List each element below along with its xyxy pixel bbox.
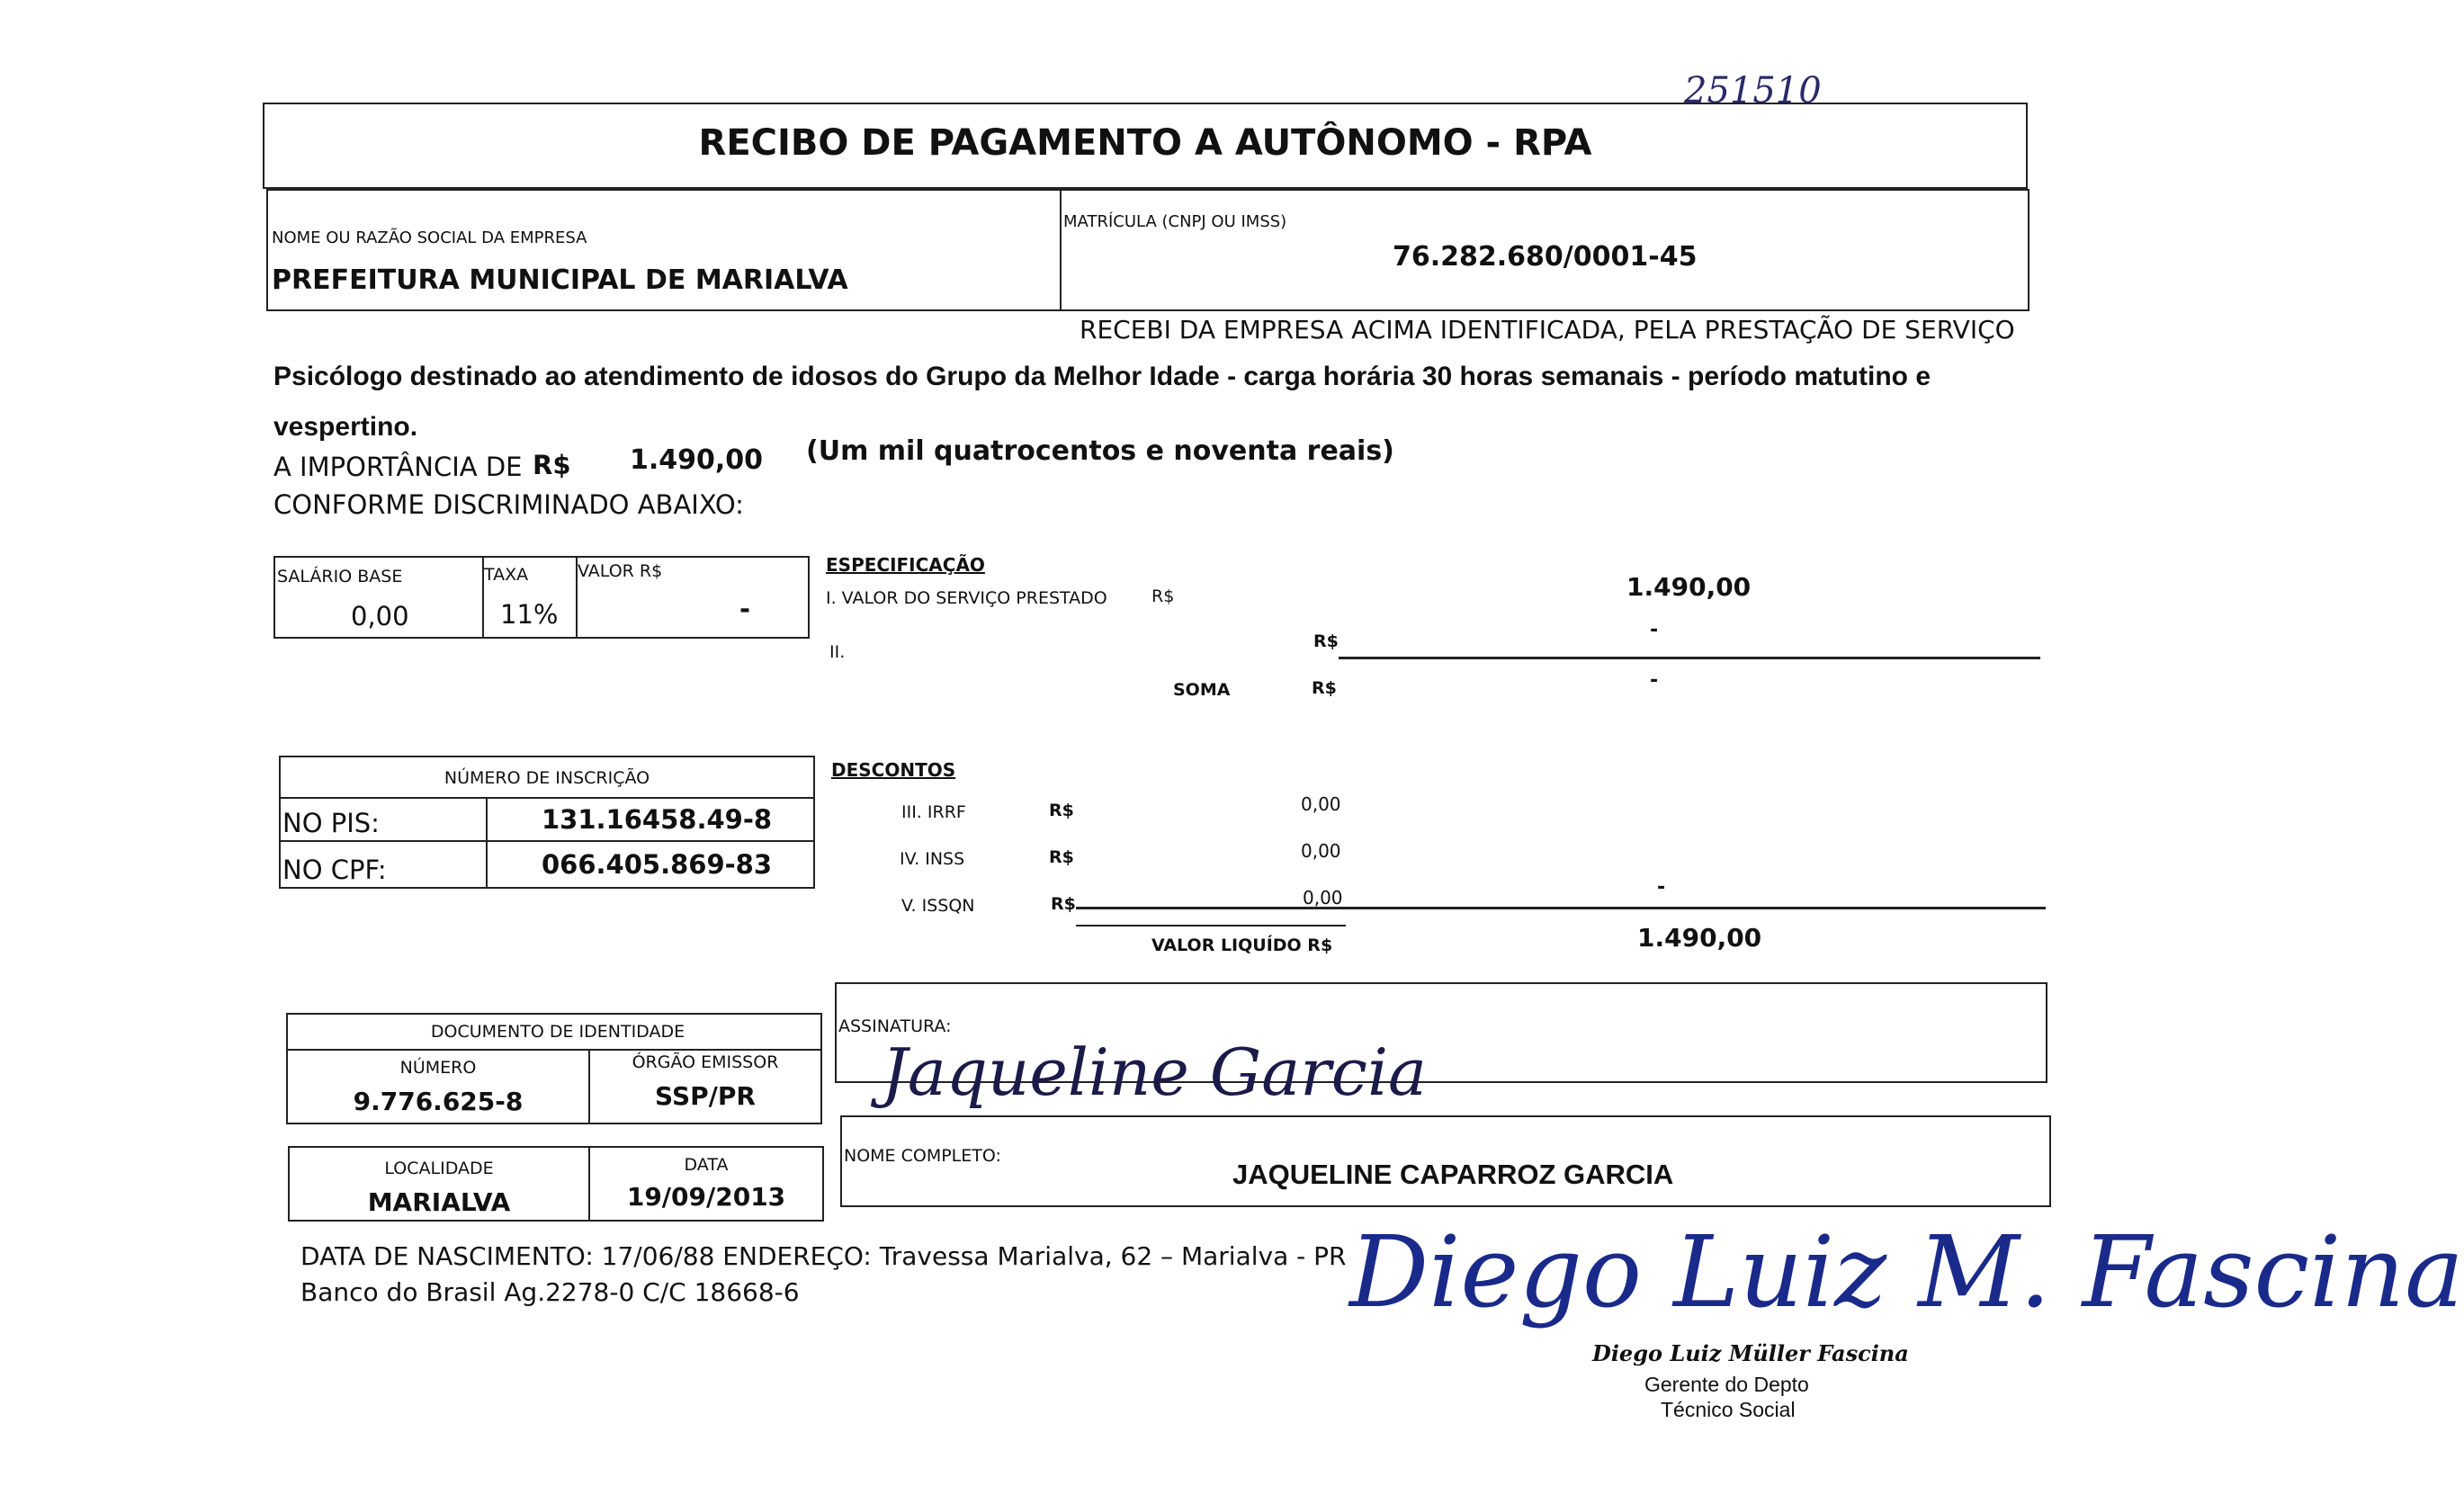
issqn-label: V. ISSQN <box>901 896 975 916</box>
signature-label: ASSINATURA: <box>838 1016 952 1036</box>
salary-table <box>273 556 810 639</box>
spec-item1-label: I. VALOR DO SERVIÇO PRESTADO <box>826 588 1107 608</box>
net-divider <box>1076 925 1346 927</box>
fullname-box <box>840 1115 2051 1207</box>
irrf-currency: R$ <box>1049 801 1074 820</box>
inss-currency: R$ <box>1049 847 1074 867</box>
issuer-value: SSP/PR <box>655 1081 756 1111</box>
rate-header: TAXA <box>484 565 529 585</box>
pis-label: NO PIS: <box>282 808 380 838</box>
id-number-value: 9.776.625-8 <box>353 1087 524 1116</box>
spec-divider <box>1339 657 2040 659</box>
identity-table <box>286 1013 822 1124</box>
issuer-label: ÓRGÃO EMISSOR <box>632 1052 779 1072</box>
value-header: VALOR R$ <box>578 561 663 581</box>
date-value: 19/09/2013 <box>626 1182 786 1212</box>
conforme-text: CONFORME DISCRIMINADO ABAIXO: <box>273 489 744 520</box>
discount-divider <box>1076 907 2046 909</box>
receipt-intro: RECEBI DA EMPRESA ACIMA IDENTIFICADA, PELA PRESTAÇÃO DE SERVIÇO <box>1080 315 2015 345</box>
pis-value: 131.16458.49-8 <box>542 804 773 835</box>
inscription-title: NÚMERO DE INSCRIÇÃO <box>444 768 650 788</box>
locality-label: LOCALIDADE <box>384 1159 494 1178</box>
title-box <box>263 103 2028 189</box>
spec-item2-value: - <box>1650 619 1659 641</box>
stamp-role2: Técnico Social <box>1661 1398 1796 1421</box>
company-reg-label: MATRÍCULA (CNPJ OU IMSS) <box>1063 212 1287 231</box>
amount-words: (Um mil quatrocentos e noventa reais) <box>806 435 1394 467</box>
irrf-label: III. IRRF <box>901 802 966 822</box>
sum-label: SOMA <box>1173 680 1231 700</box>
locality-date-table <box>288 1146 824 1222</box>
issqn-currency: R$ <box>1051 894 1076 914</box>
amount-prefix: A IMPORTÂNCIA DE <box>273 452 523 482</box>
date-label: DATA <box>684 1155 729 1175</box>
spec-item1-value: 1.490,00 <box>1626 572 1752 602</box>
cpf-value: 066.405.869-83 <box>542 849 773 880</box>
salary-base-value: 0,00 <box>351 601 409 631</box>
sum-value: - <box>1650 669 1659 692</box>
spec-item1-currency: R$ <box>1151 586 1175 606</box>
net-value: 1.490,00 <box>1637 923 1762 953</box>
stamp-role1: Gerente do Depto <box>1644 1373 1809 1396</box>
sum-currency: R$ <box>1312 678 1337 698</box>
inss-value: 0,00 <box>1301 840 1341 862</box>
footer-birth-address: DATA DE NASCIMENTO: 17/06/88 ENDEREÇO: Travessa Marialva, 62 – Marialva - PR <box>300 1241 1347 1271</box>
footer-bank: Banco do Brasil Ag.2278-0 C/C 18668-6 <box>300 1277 800 1307</box>
fullname-value: JAQUELINE CAPARROZ GARCIA <box>1232 1159 1674 1190</box>
service-description: Psicólogo destinado ao atendimento de idosos do Grupo da Melhor Idade - carga horária 30 horas semanais - período matutino e <box>273 362 1931 391</box>
irrf-value: 0,00 <box>1301 793 1341 815</box>
amount-value: 1.490,00 <box>630 444 764 476</box>
value-dash: - <box>739 594 751 624</box>
company-name: PREFEITURA MUNICIPAL DE MARIALVA <box>272 264 848 296</box>
applicant-signature: Jaqueline Garcia <box>882 1034 1427 1110</box>
handwritten-reference: 251510 <box>1684 70 1822 112</box>
id-number-label: NÚMERO <box>399 1058 477 1078</box>
fullname-label: NOME COMPLETO: <box>844 1146 1001 1166</box>
salary-base-header: SALÁRIO BASE <box>277 567 403 586</box>
inss-label: IV. INSS <box>900 849 965 869</box>
rate-value: 11% <box>500 599 559 630</box>
locality-value: MARIALVA <box>367 1187 511 1217</box>
manager-signature: Diego Luiz M. Fascina <box>1349 1214 2464 1329</box>
issqn-value: 0,00 <box>1303 887 1343 909</box>
cpf-label: NO CPF: <box>282 855 387 885</box>
service-description-cont: vespertino. <box>273 412 418 442</box>
company-name-label: NOME OU RAZÃO SOCIAL DA EMPRESA <box>272 228 587 247</box>
stamp-name: Diego Luiz Müller Fascina <box>1592 1340 1909 1366</box>
amount-currency: R$ <box>533 450 571 480</box>
identity-title: DOCUMENTO DE IDENTIDADE <box>430 1022 685 1042</box>
discounts-title: DESCONTOS <box>831 759 956 781</box>
specification-title: ESPECIFICAÇÃO <box>826 554 985 576</box>
page-title: RECIBO DE PAGAMENTO A AUTÔNOMO - RPA <box>698 122 1592 164</box>
net-label: VALOR LIQUÍDO R$ <box>1151 935 1333 955</box>
company-box <box>266 189 2029 311</box>
spec-item2-currency: R$ <box>1313 631 1339 651</box>
company-reg: 76.282.680/0001-45 <box>1393 241 1698 273</box>
inscription-table <box>279 756 815 889</box>
issqn-dash: - <box>1657 876 1666 899</box>
spec-item2-label: II. <box>829 642 846 662</box>
